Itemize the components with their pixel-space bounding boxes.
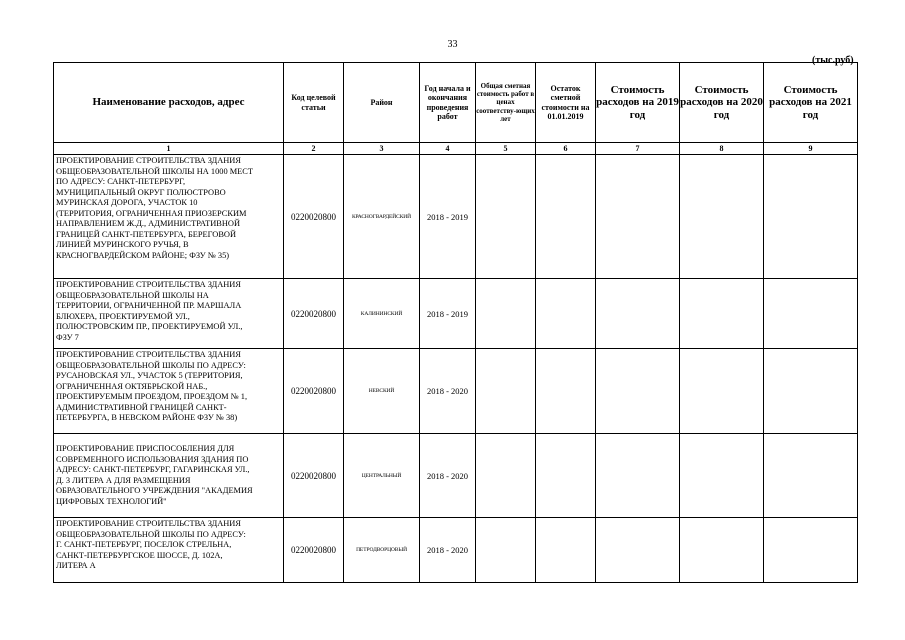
empty-cell [764, 155, 858, 279]
empty-cell [680, 434, 764, 518]
empty-cell [536, 349, 596, 434]
header-cost-2021: Стоимость расходов на 2021 год [764, 63, 858, 143]
empty-cell [536, 518, 596, 583]
column-number: 3 [344, 143, 420, 155]
column-number: 4 [420, 143, 476, 155]
empty-cell [764, 279, 858, 349]
table-row [54, 155, 858, 279]
expense-district: НЕВСКИЙ [344, 349, 420, 434]
expense-code: 0220020800 [284, 434, 344, 518]
expense-code: 0220020800 [284, 349, 344, 434]
expense-code: 0220020800 [284, 279, 344, 349]
expense-years: 2018 - 2019 [420, 155, 476, 279]
header-years: Год начала и окончания проведения работ [420, 63, 476, 143]
empty-cell [476, 155, 536, 279]
expense-district: ПЕТРОДВОРЦОВЫЙ [344, 518, 420, 583]
expense-name: ПРОЕКТИРОВАНИЕ ПРИСПОСОБЛЕНИЯ ДЛЯ СОВРЕМЕННОГО ИСПОЛЬЗОВАНИЯ ЗДАНИЯ ПО АДРЕСУ: САНКТ-ПЕТЕРБУРГ, ГАГАРИНСКАЯ УЛ., Д. 3 ЛИТЕРА А ДЛЯ РАЗМЕЩЕНИЯ ОБРАЗОВАТЕЛЬНОГО УЧРЕЖДЕНИЯ "АКАДЕМИЯ ЦИФРОВЫХ ТЕХНОЛОГИЙ" [54, 434, 284, 518]
header-cost-2019: Стоимость расходов на 2019 год [596, 63, 680, 143]
expense-years: 2018 - 2020 [420, 434, 476, 518]
empty-cell [764, 518, 858, 583]
expense-district: ЦЕНТРАЛЬНЫЙ [344, 434, 420, 518]
table-row [54, 518, 858, 583]
units-label: (тыс.руб) [812, 55, 854, 66]
column-number: 6 [536, 143, 596, 155]
empty-cell [680, 155, 764, 279]
empty-cell [596, 434, 680, 518]
empty-cell [680, 518, 764, 583]
empty-cell [536, 155, 596, 279]
table-row [54, 434, 858, 518]
empty-cell [476, 518, 536, 583]
column-number: 9 [764, 143, 858, 155]
column-number: 5 [476, 143, 536, 155]
column-number-row [54, 143, 858, 155]
expense-years: 2018 - 2020 [420, 518, 476, 583]
empty-cell [596, 279, 680, 349]
header-district: Район [344, 63, 420, 143]
expense-district: КРАСНОГВАРДЕЙСКИЙ [344, 155, 420, 279]
column-number: 7 [596, 143, 680, 155]
page-number: 33 [447, 39, 458, 50]
empty-cell [596, 349, 680, 434]
empty-cell [596, 518, 680, 583]
table-row [54, 349, 858, 434]
empty-cell [680, 349, 764, 434]
empty-cell [764, 349, 858, 434]
expense-name: ПРОЕКТИРОВАНИЕ СТРОИТЕЛЬСТВА ЗДАНИЯ ОБЩЕОБРАЗОВАТЕЛЬНОЙ ШКОЛЫ ПО АДРЕСУ: РУСАНОВСКАЯ УЛ., УЧАСТОК 5 (ТЕРРИТОРИЯ, ОГРАНИЧЕННАЯ ОКТЯБРЬСКОЙ НАБ., ПРОЕКТИРУЕМЫМ ПРОЕЗДОМ, ПРОЕЗДОМ № 1, АДМИНИСТРАТИВНОЙ ГРАНИЦЕЙ САНКТ- ПЕТЕРБУРГА, В НЕВСКОМ РАЙОНЕ ФЗУ № 38) [54, 349, 284, 434]
empty-cell [476, 434, 536, 518]
expense-name: ПРОЕКТИРОВАНИЕ СТРОИТЕЛЬСТВА ЗДАНИЯ ОБЩЕОБРАЗОВАТЕЛЬНОЙ ШКОЛЫ НА 1000 МЕСТ ПО АДРЕСУ: САНКТ-ПЕТЕРБУРГ, МУНИЦИПАЛЬНЫЙ ОКРУГ ПОЛЮСТРОВО МУРИНСКАЯ ДОРОГА, УЧАСТОК 10 (ТЕРРИТОРИЯ, ОГРАНИЧЕННАЯ ПРИОЗЕРСКИМ НАПРАВЛЕНИЕМ Ж.Д., АДМИНИСТРАТИВНОЙ ГРАНИЦЕЙ САНКТ-ПЕТЕРБУРГА, БЕРЕГОВОЙ ЛИНИЕЙ МУРИНСКОГО РУЧЬЯ, В КРАСНОГВАРДЕЙСКОМ РАЙОНЕ; ФЗУ № 35) [54, 155, 284, 279]
expense-years: 2018 - 2020 [420, 349, 476, 434]
table-header-row [54, 63, 858, 143]
empty-cell [596, 155, 680, 279]
expense-code: 0220020800 [284, 518, 344, 583]
header-total-cost: Общая сметная стоимость работ в ценах соответству-ющих лет [476, 63, 536, 143]
empty-cell [476, 349, 536, 434]
empty-cell [680, 279, 764, 349]
expense-name: ПРОЕКТИРОВАНИЕ СТРОИТЕЛЬСТВА ЗДАНИЯ ОБЩЕОБРАЗОВАТЕЛЬНОЙ ШКОЛЫ ПО АДРЕСУ: Г. САНКТ-ПЕТЕРБУРГ, ПОСЕЛОК СТРЕЛЬНА, САНКТ-ПЕТЕРБУРГСКОЕ ШОССЕ, Д. 102А, ЛИТЕРА А [54, 518, 284, 583]
header-cost-2020: Стоимость расходов на 2020 год [680, 63, 764, 143]
expense-code: 0220020800 [284, 155, 344, 279]
header-code: Код целевой статьи [284, 63, 344, 143]
header-remaining: Остаток сметной стоимости на 01.01.2019 [536, 63, 596, 143]
empty-cell [536, 434, 596, 518]
expense-district: КАЛИНИНСКИЙ [344, 279, 420, 349]
empty-cell [536, 279, 596, 349]
column-number: 1 [54, 143, 284, 155]
expense-years: 2018 - 2019 [420, 279, 476, 349]
column-number: 8 [680, 143, 764, 155]
header-name: Наименование расходов, адрес [54, 63, 284, 143]
empty-cell [476, 279, 536, 349]
expense-name: ПРОЕКТИРОВАНИЕ СТРОИТЕЛЬСТВА ЗДАНИЯ ОБЩЕОБРАЗОВАТЕЛЬНОЙ ШКОЛЫ НА ТЕРРИТОРИИ, ОГРАНИЧЕННОЙ ПР. МАРШАЛА БЛЮХЕРА, ПРОЕКТИРУЕМОЙ УЛ., ПОЛЮСТРОВСКИМ ПР., ПРОЕКТИРУЕМОЙ УЛ., ФЗУ 7 [54, 279, 284, 349]
expenses-table [53, 62, 858, 583]
empty-cell [764, 434, 858, 518]
column-number: 2 [284, 143, 344, 155]
table-row [54, 279, 858, 349]
